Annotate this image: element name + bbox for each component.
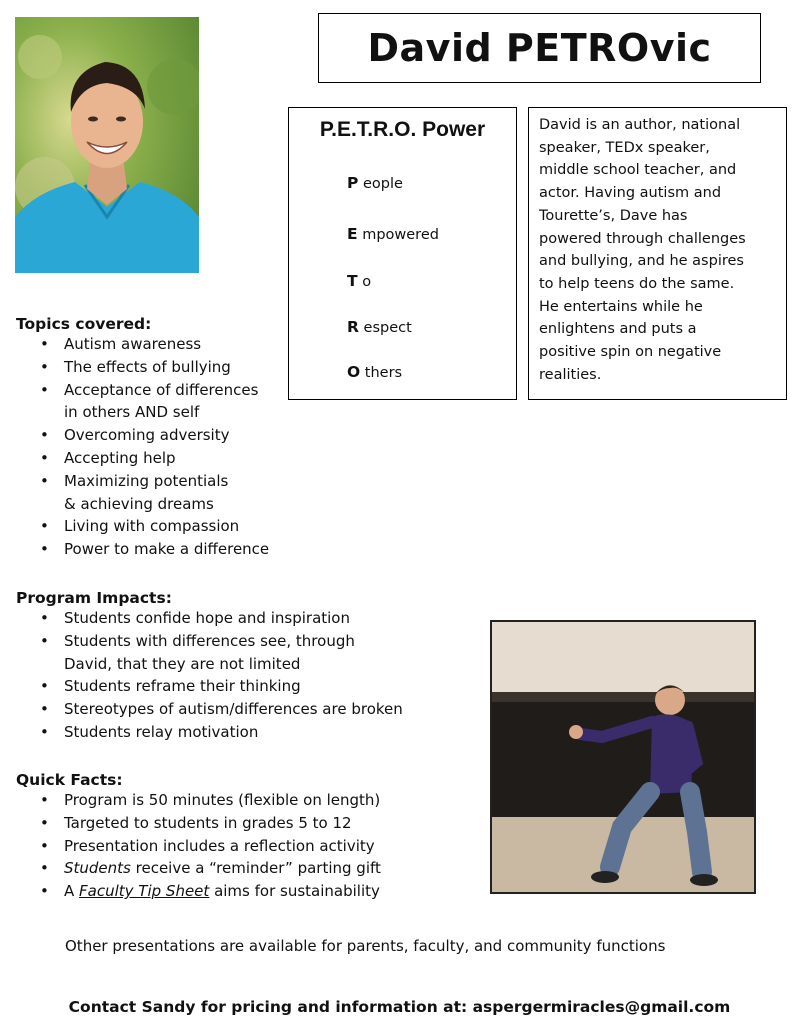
list-item-text: aims for sustainability xyxy=(209,882,380,901)
faculty-tip-sheet-link[interactable] xyxy=(79,882,209,900)
list-item xyxy=(16,857,381,880)
link-text: Faculty Tip Sheet xyxy=(79,882,210,901)
other-presentations-note: Other presentations are available for parents, faculty, and community functions xyxy=(65,937,666,955)
topics-list xyxy=(16,333,269,561)
list-item: • Students with differences see, through xyxy=(16,630,403,653)
list-item: • Autism awareness xyxy=(16,333,269,356)
acronym-letter: O xyxy=(347,363,361,381)
bio-line: to help teens do the same. xyxy=(539,275,735,292)
topics-heading: Topics covered: xyxy=(16,315,152,333)
list-item-continuation xyxy=(16,493,269,516)
stage-performance-photo xyxy=(490,620,756,894)
emphasis-text: Students xyxy=(64,859,131,878)
list-item-continuation xyxy=(16,653,403,676)
acronym-word: o xyxy=(362,274,372,290)
bio-line: Tourette’s, Dave has xyxy=(539,207,688,224)
acronym-letter: R xyxy=(347,318,359,336)
list-item-text: A xyxy=(64,882,80,901)
impacts-heading: Program Impacts: xyxy=(16,589,172,607)
acronym-letter: E xyxy=(347,225,358,243)
bio-line: actor. Having autism and xyxy=(539,185,722,202)
impacts-section xyxy=(16,589,403,744)
list-item: • Presentation includes a reflection activity xyxy=(16,835,381,858)
list-item: • The effects of bullying xyxy=(16,356,269,379)
bio-line: He entertains while he xyxy=(539,298,703,315)
list-item: • Targeted to students in grades 5 to 12 xyxy=(16,812,381,835)
list-item: • Overcoming adversity xyxy=(16,424,269,447)
acronym-item xyxy=(347,272,371,290)
acronym-word: espect xyxy=(363,320,412,336)
list-item: • Students confide hope and inspiration xyxy=(16,607,403,630)
bio-line: positive spin on negative xyxy=(539,344,722,361)
list-item: • Stereotypes of autism/differences are broken xyxy=(16,698,403,721)
bio-line: and bullying, and he aspires xyxy=(539,253,744,270)
bio-line: David is an author, national xyxy=(539,117,741,133)
list-item-continuation xyxy=(16,401,269,424)
facts-heading: Quick Facts: xyxy=(16,771,123,789)
stage-illustration xyxy=(492,622,754,892)
contact-info: Contact Sandy for pricing and information at: aspergermiracles@gmail.com xyxy=(68,998,731,1016)
facts-section xyxy=(16,771,381,903)
bio-line: powered through challenges xyxy=(539,230,746,247)
list-item: • Maximizing potentials xyxy=(16,470,269,493)
list-item: • Acceptance of differences xyxy=(16,379,269,402)
acronym-item xyxy=(347,318,412,336)
acronym-item xyxy=(347,174,403,192)
list-item xyxy=(16,880,381,903)
list-item: • Program is 50 minutes (flexible on length) xyxy=(16,789,381,812)
bio-line: realities. xyxy=(539,366,602,383)
acronym-letter: P xyxy=(347,174,359,192)
acronym-item xyxy=(347,363,402,381)
page-title: David PETROvic xyxy=(367,26,712,70)
headshot-illustration xyxy=(15,17,199,273)
list-item-text: & achieving dreams xyxy=(64,494,214,513)
bio-line: middle school teacher, and xyxy=(539,162,737,179)
petro-title: P.E.T.R.O. Power xyxy=(319,118,486,141)
list-item-text: David, that they are not limited xyxy=(64,654,301,673)
bio-box xyxy=(528,107,787,400)
impacts-list xyxy=(16,607,403,744)
list-item: • Living with compassion xyxy=(16,515,269,538)
acronym-item xyxy=(347,225,439,243)
list-item-text: in others AND self xyxy=(64,403,200,422)
name-box xyxy=(318,13,761,83)
acronym-word: eople xyxy=(362,176,403,192)
acronym-word: thers xyxy=(364,365,403,381)
list-item: • Students reframe their thinking xyxy=(16,675,403,698)
topics-section xyxy=(16,315,269,561)
bio-line: enlightens and puts a xyxy=(539,321,697,338)
petro-power-box xyxy=(288,107,517,400)
list-item: • Students relay motivation xyxy=(16,721,403,744)
headshot-photo xyxy=(15,17,199,273)
bio-line: speaker, TEDx speaker, xyxy=(539,139,710,156)
acronym-word: mpowered xyxy=(362,227,439,243)
acronym-letter: T xyxy=(347,272,358,290)
facts-list xyxy=(16,789,381,903)
list-item-text: receive a “reminder” parting gift xyxy=(130,859,381,878)
list-item: • Power to make a difference xyxy=(16,538,269,561)
list-item: • Accepting help xyxy=(16,447,269,470)
